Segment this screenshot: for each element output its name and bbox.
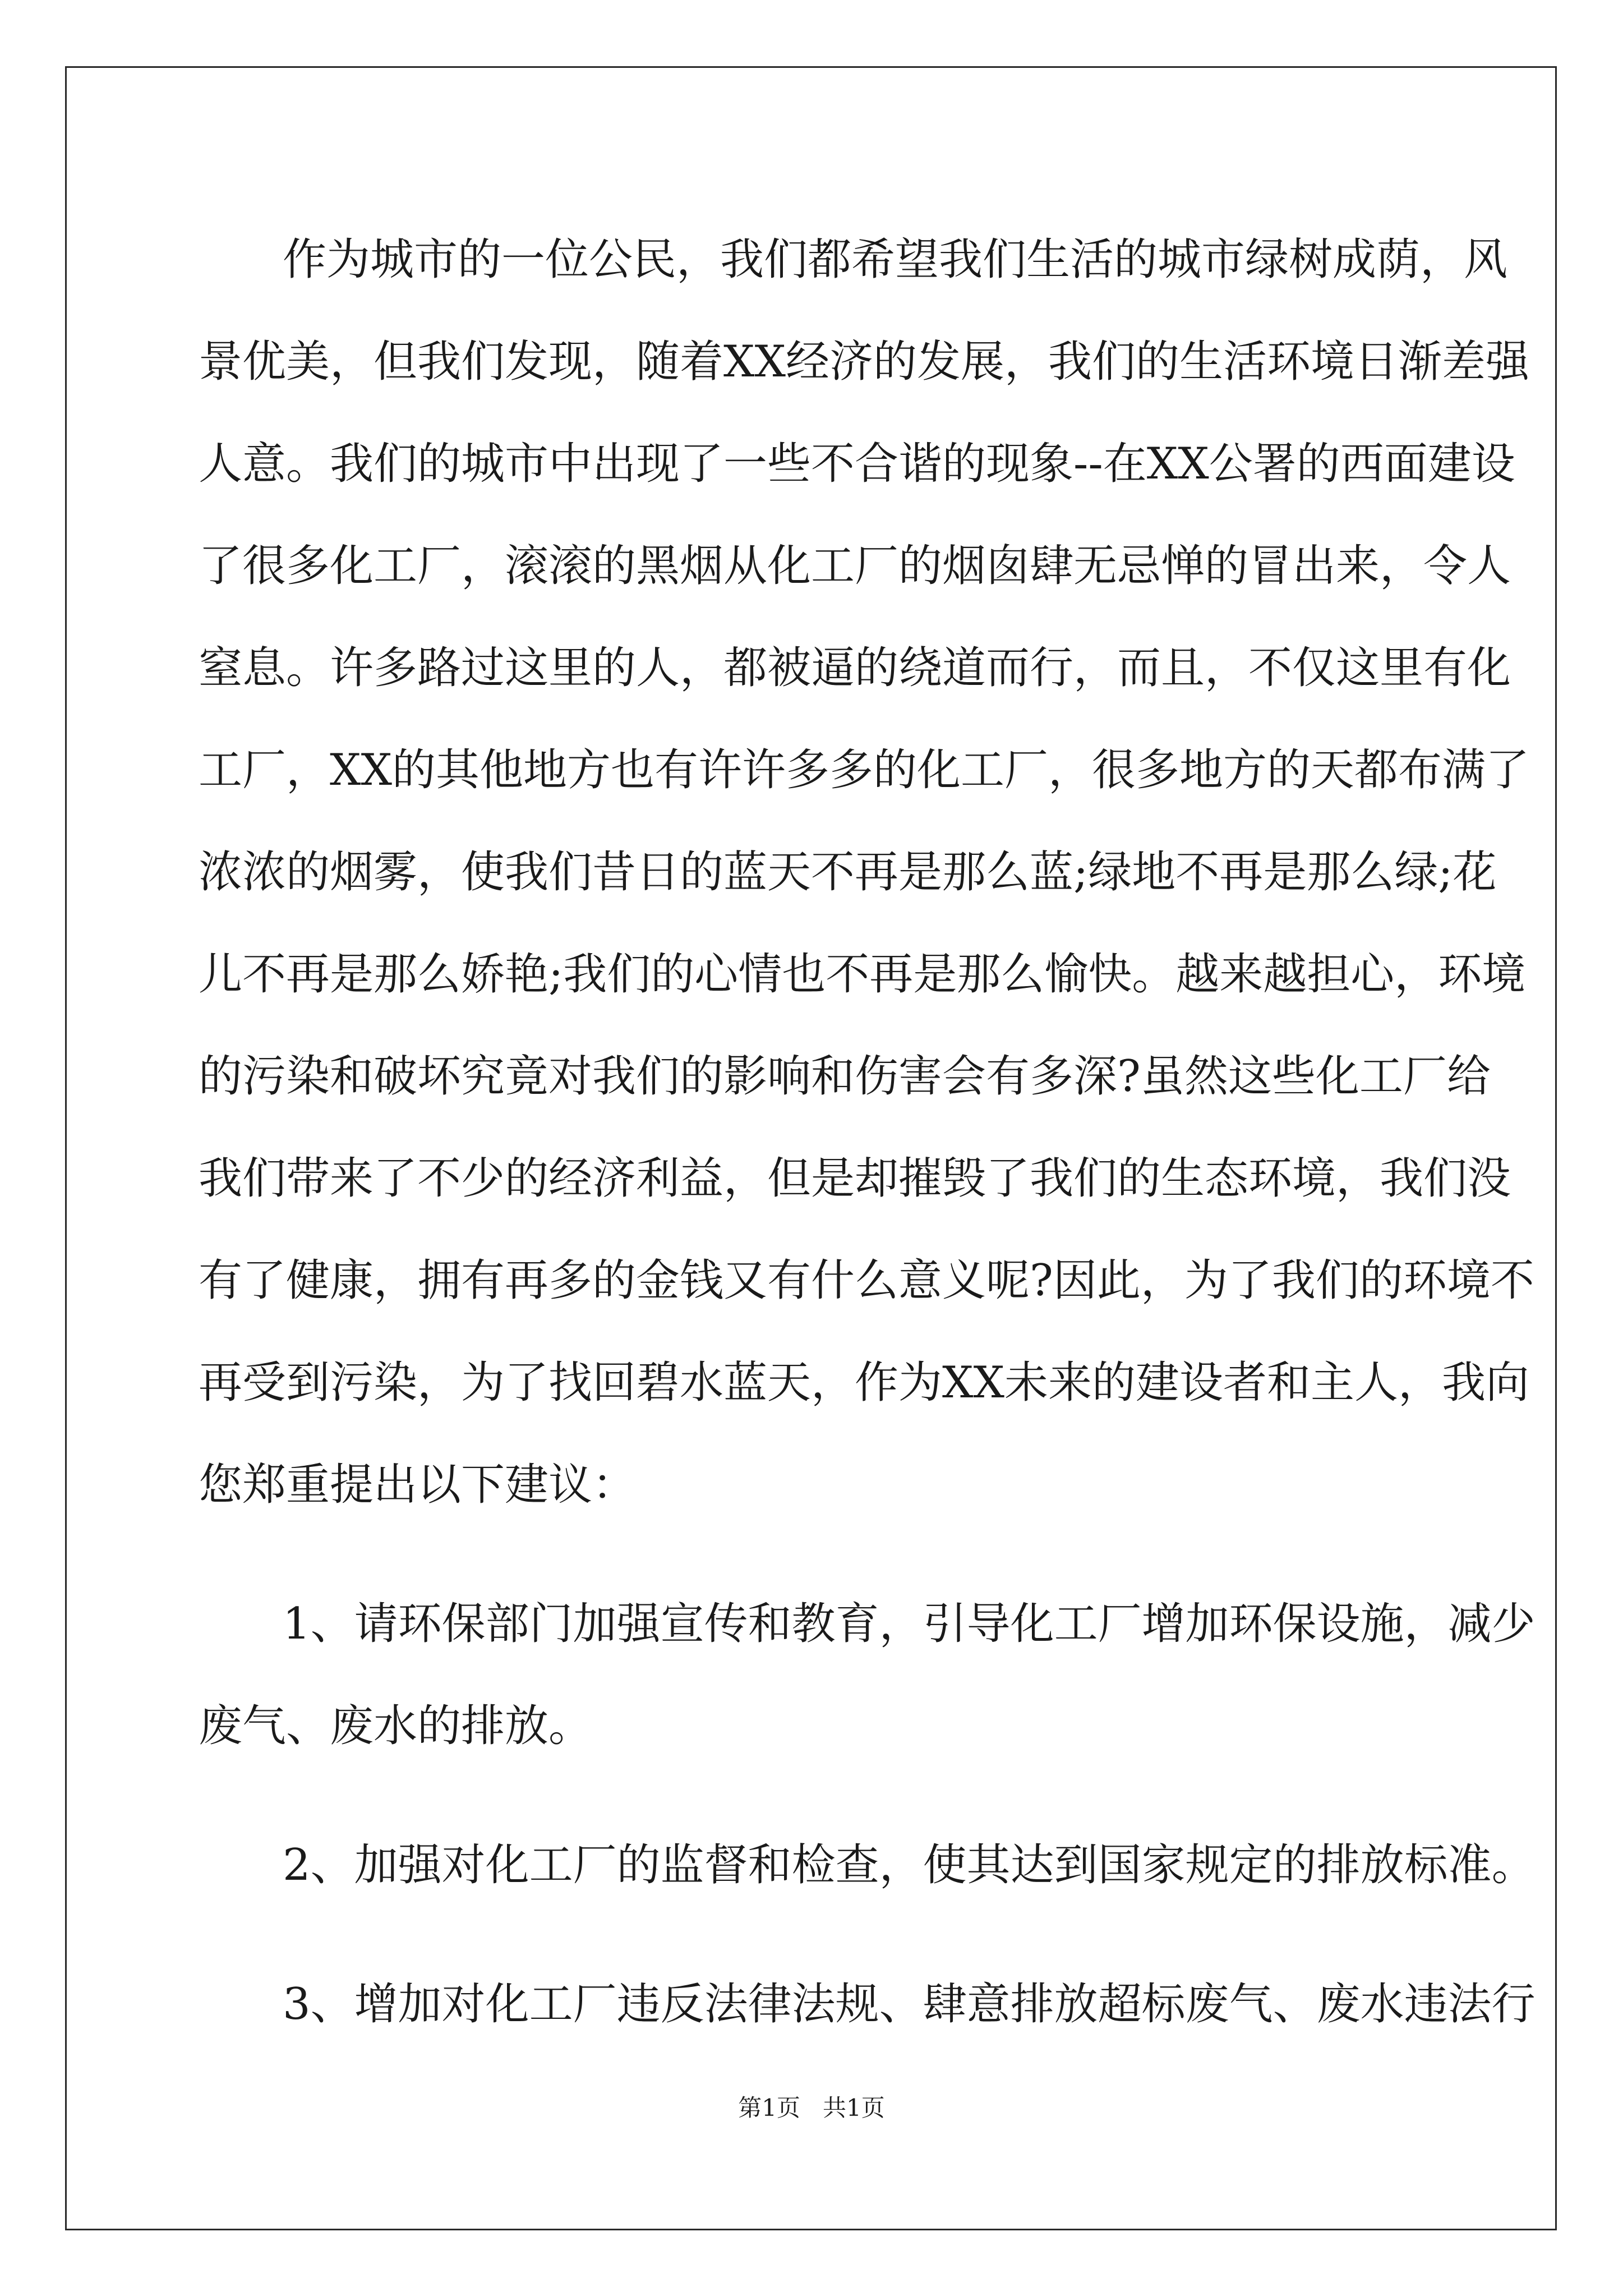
paragraph-gap xyxy=(199,1536,1424,1573)
text-line: 窒息。许多路过这里的人，都被逼的绕道而行，而且，不仅这里有化 xyxy=(199,643,1511,693)
text-line: 我们带来了不少的经济利益，但是却摧毁了我们的生态环境，我们没 xyxy=(199,1153,1511,1204)
document-body xyxy=(199,209,1536,2055)
text-line: 了很多化工厂，滚滚的黑烟从化工厂的烟囱肆无忌惮的冒出来，令人 xyxy=(199,541,1511,591)
paragraph-suggestion-3 xyxy=(199,1953,1536,2055)
text-line: 儿不再是那么娇艳;我们的心情也不再是那么愉快。越来越担心，环境 xyxy=(199,949,1526,1000)
text-line: 3、增加对化工厂违反法律法规、肆意排放超标废气、废水违法行 xyxy=(283,1979,1536,2030)
paragraph-suggestion-2 xyxy=(199,1814,1536,1916)
text-line: 的污染和破坏究竟对我们的影响和伤害会有多深?虽然这些化工厂给 xyxy=(199,1051,1491,1102)
paragraph-intro xyxy=(199,209,1534,1536)
paragraph-gap xyxy=(199,1777,1424,1814)
page-total: 共1页 xyxy=(823,2094,885,2122)
text-line: 2、加强对化工厂的监督和检查，使其达到国家规定的排放标准。 xyxy=(283,1840,1536,1890)
text-line: 景优美，但我们发现，随着XX经济的发展，我们的生活环境日渐差强 xyxy=(199,337,1530,387)
text-line: 再受到污染，为了找回碧水蓝天，作为XX未来的建设者和主人，我向 xyxy=(199,1358,1530,1408)
text-line: 有了健康，拥有再多的金钱又有什么意义呢?因此，为了我们的环境不 xyxy=(199,1255,1534,1306)
text-line: 您郑重提出以下建议： xyxy=(199,1460,637,1510)
text-line: 1、请环保部门加强宣传和教育，引导化工厂增加环保设施，减少 xyxy=(283,1599,1536,1649)
text-line: 浓浓的烟雾，使我们昔日的蓝天不再是那么蓝;绿地不再是那么绿;花 xyxy=(199,847,1497,898)
paragraph-suggestion-1 xyxy=(199,1573,1536,1777)
text-line: 人意。我们的城市中出现了一些不合谐的现象--在XX公署的西面建设 xyxy=(199,439,1515,489)
text-line: 作为城市的一位公民，我们都希望我们生活的城市绿树成荫，风 xyxy=(283,234,1508,285)
page-footer xyxy=(0,2091,1623,2125)
paragraph-gap xyxy=(199,1916,1424,1953)
page-number: 第1页 xyxy=(738,2094,800,2122)
text-line: 工厂，XX的其他地方也有许许多多的化工厂，很多地方的天都布满了 xyxy=(199,745,1530,795)
text-line: 废气、废水的排放。 xyxy=(199,1701,593,1751)
